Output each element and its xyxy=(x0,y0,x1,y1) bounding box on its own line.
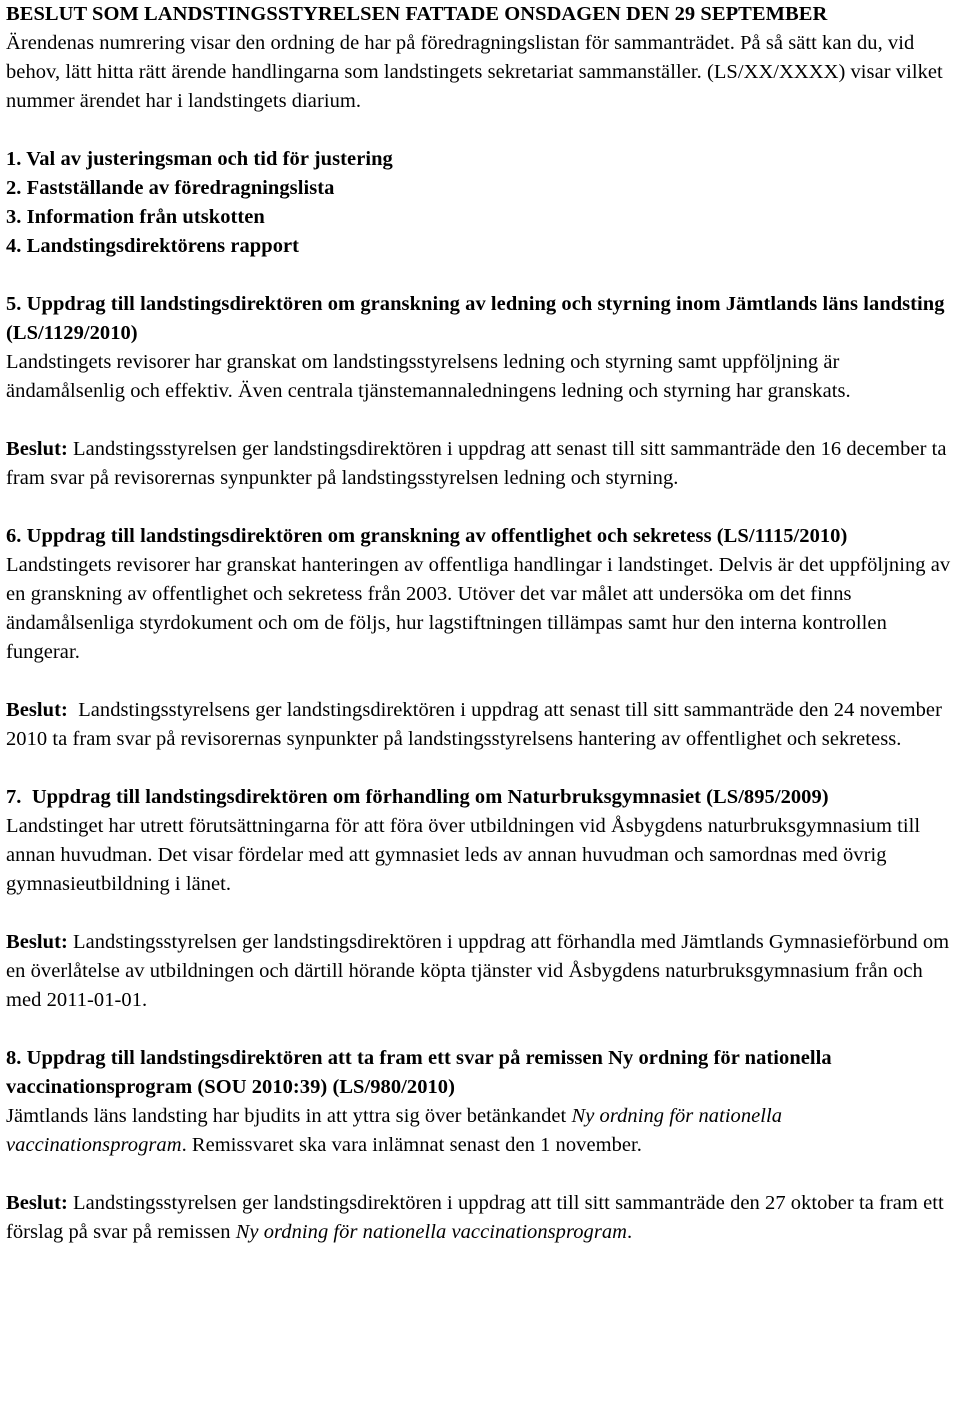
section-body xyxy=(6,1102,954,1160)
agenda-item: 1. Val av justeringsman och tid för justering xyxy=(6,148,393,170)
spacer xyxy=(6,261,954,290)
body-text: Jämtlands läns landsting har bjudits in att yttra sig över betänkandet xyxy=(6,1105,572,1127)
section-heading: 6. Uppdrag till landstingsdirektören om granskning av offentlighet och sekretess (LS/1115/2010) xyxy=(6,525,848,547)
intro-paragraph: Ärendenas numrering visar den ordning de har på föredragningslistan för sammanträdet. På så sätt kan du, vid behov, lätt hitta rätt ärende handlingarna som landstingets sekretariat sammanställer. (LS/XX/XXXX) visar vilket nummer ärendet har i landstingets diarium. xyxy=(6,32,943,112)
document-title: BESLUT SOM LANDSTINGSSTYRELSEN FATTADE ONSDAGEN DEN 29 SEPTEMBER xyxy=(6,3,828,25)
decision-text: Landstingsstyrelsen ger landstingsdirektören i uppdrag att till sitt sammanträde den 27 oktober ta fram ett förslag på svar på remissen xyxy=(6,1192,944,1243)
section-body: Landstingets revisorer har granskat hanteringen av offentliga handlingar i landstinget. Delvis är det uppföljning av en granskning av offentlighet och sekretess från 2003. Utöver det var målet att undersöka om det finns ändamålsenliga styrdokument och om de följs, hur lagstiftningen tillämpas samt hur den interna kontrollen fungerar. xyxy=(6,554,951,663)
agenda-item: 3. Information från utskotten xyxy=(6,206,265,228)
spacer xyxy=(6,1015,954,1044)
agenda-section-8 xyxy=(6,1044,954,1247)
agenda-section-5 xyxy=(6,290,954,493)
spacer xyxy=(6,493,954,522)
decision-paragraph xyxy=(6,435,954,493)
agenda-short-list xyxy=(6,145,954,261)
decision-label: Beslut: xyxy=(6,1192,68,1214)
report-title-italic: Ny ordning för nationella vaccinationsprogram xyxy=(6,1105,783,1156)
section-body: Landstinget har utrett förutsättningarna för att föra över utbildningen vid Åsbygdens naturbruksgymnasium till annan huvudman. Det visar fördelar med att gymnasiet leds av annan huvudman och samordnas med övrig gymnasieutbildning i länet. xyxy=(6,815,921,895)
agenda-item: 4. Landstingsdirektörens rapport xyxy=(6,235,300,257)
decision-text: Landstingsstyrelsen ger landstingsdirektören i uppdrag att förhandla med Jämtlands Gymnasieförbund om en överlåtelse av utbildningen och därtill hörande köpta tjänster vid Åsbygdens naturbruksgymnasium från och med 2011-01-01. xyxy=(6,931,950,1011)
spacer xyxy=(6,406,954,435)
section-heading: 8. Uppdrag till landstingsdirektören att ta fram ett svar på remissen Ny ordning för nationella vaccinationsprogram (SOU 2010:39) (LS/980/2010) xyxy=(6,1047,832,1098)
section-body: Landstingets revisorer har granskat om landstingsstyrelsens ledning och styrning samt uppföljning är ändamålsenlig och effektiv. Även centrala tjänstemannaledningens ledning och styrning har granskats. xyxy=(6,351,851,402)
spacer xyxy=(6,116,954,145)
section-heading: 5. Uppdrag till landstingsdirektören om granskning av ledning och styrning inom Jämtlands läns landsting (LS/1129/2010) xyxy=(6,293,945,344)
decision-text: Landstingsstyrelsen ger landstingsdirektören i uppdrag att senast till sitt sammanträde den 16 december ta fram svar på revisorernas synpunkter på landstingsstyrelsen ledning och styrning. xyxy=(6,438,947,489)
decision-paragraph xyxy=(6,928,954,1015)
section-heading: 7. Uppdrag till landstingsdirektören om förhandling om Naturbruksgymnasiet (LS/895/2009) xyxy=(6,786,829,808)
agenda-section-7 xyxy=(6,783,954,1015)
decision-paragraph xyxy=(6,696,954,754)
decision-paragraph xyxy=(6,1189,954,1247)
decision-text: Landstingsstyrelsens ger landstingsdirektören i uppdrag att senast till sitt sammanträde den 24 november 2010 ta fram svar på revisorernas synpunkter på landstingsstyrelsens hantering av offentlighet och sekretess. xyxy=(6,699,948,750)
spacer xyxy=(6,899,954,928)
spacer xyxy=(6,1160,954,1189)
decision-label: Beslut: xyxy=(6,438,68,460)
report-title-italic: Ny ordning för nationella vaccinationsprogram xyxy=(235,1221,628,1243)
decision-label: Beslut: xyxy=(6,931,68,953)
spacer xyxy=(6,754,954,783)
decision-label: Beslut: xyxy=(6,699,68,721)
agenda-item: 2. Fastställande av föredragningslista xyxy=(6,177,335,199)
decision-text: . xyxy=(627,1221,633,1243)
spacer xyxy=(6,667,954,696)
agenda-section-6 xyxy=(6,522,954,754)
body-text: . Remissvaret ska vara inlämnat senast den 1 november. xyxy=(181,1134,642,1156)
